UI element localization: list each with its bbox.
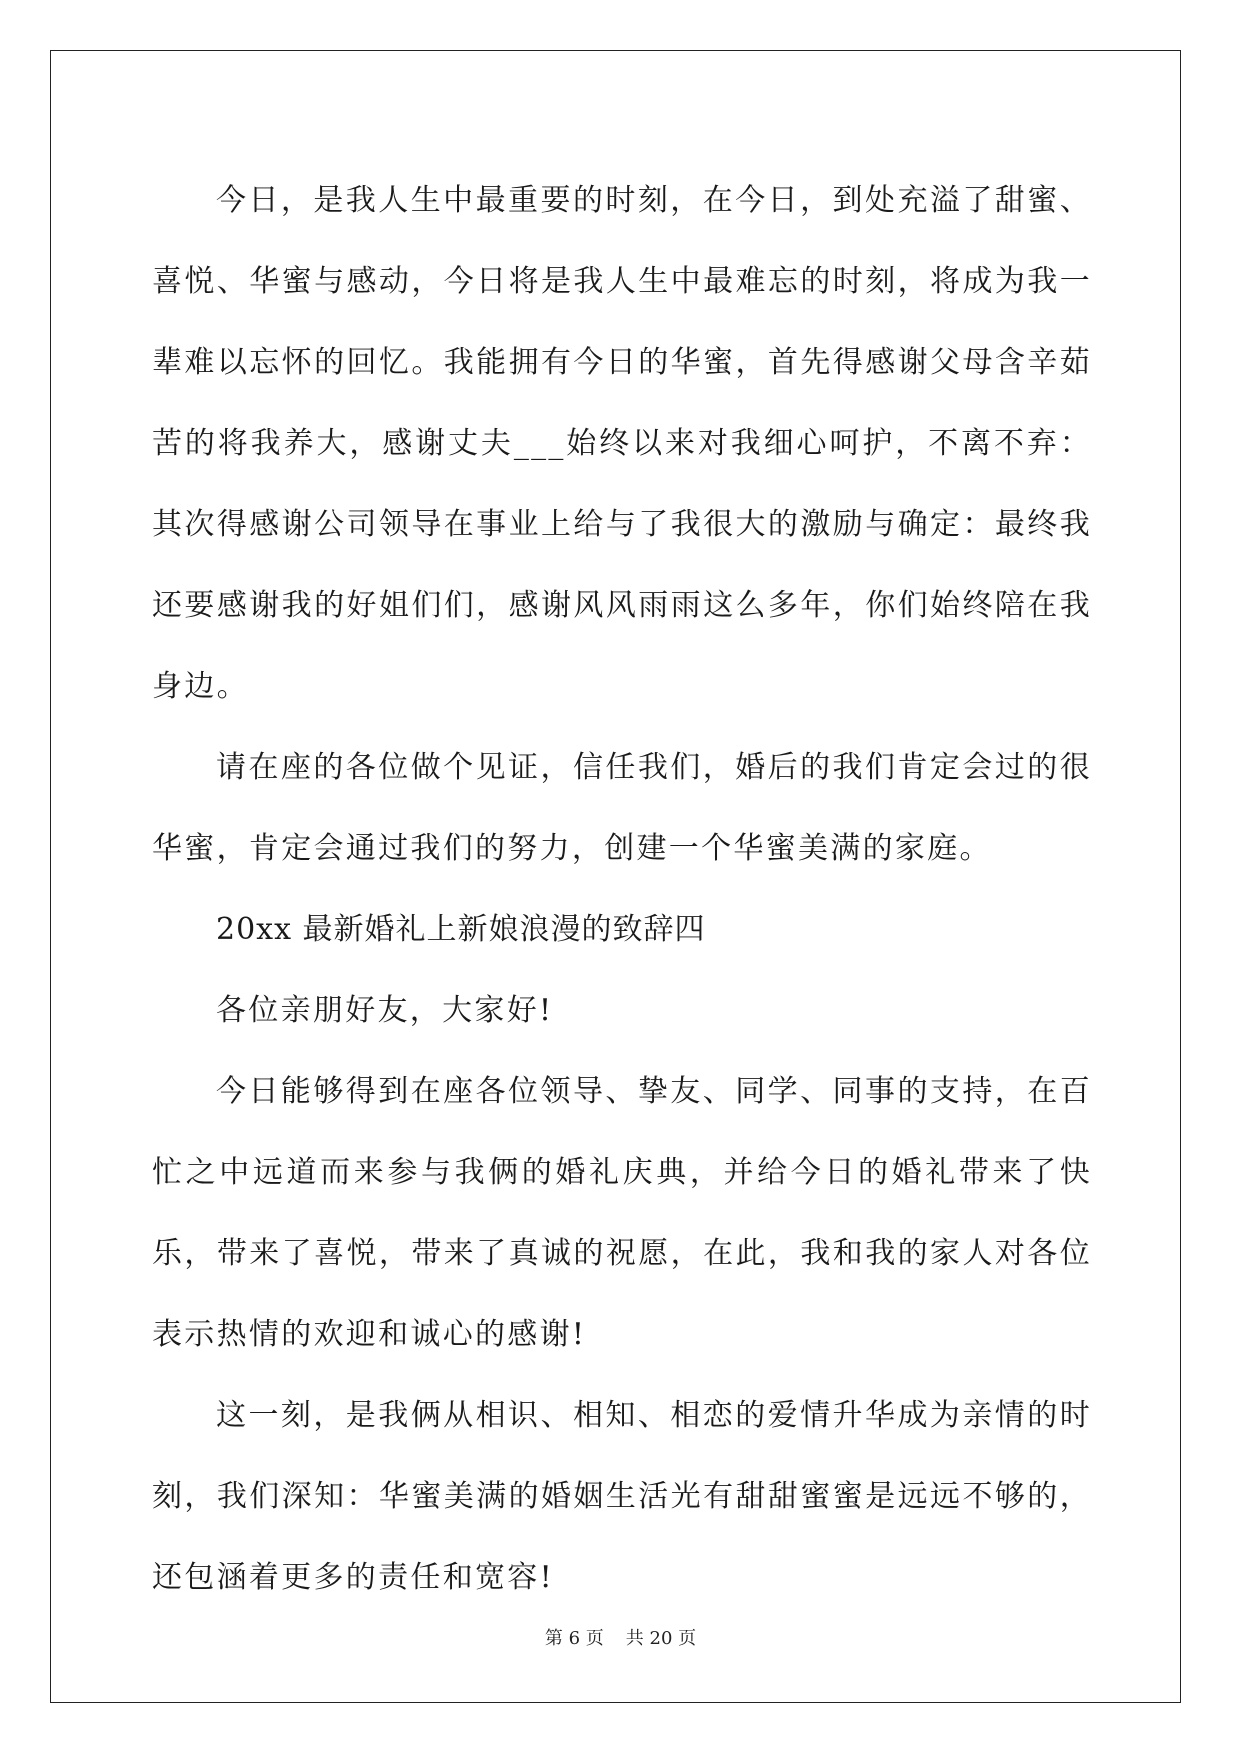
page-footer (0, 1624, 1241, 1650)
page-total: 共 20 页 (625, 1628, 697, 1649)
paragraph-greeting: 各位亲朋好友，大家好! (216, 993, 554, 1028)
section-heading: 20xx 最新婚礼上新娘浪漫的致辞四 (216, 912, 706, 947)
page-number: 第 6 页 (544, 1628, 604, 1649)
paragraph-witness: 请在座的各位做个见证，信任我们，婚后的我们肯定会过的很华蜜，肯定会通过我们的努力，创建一个华蜜美满的家庭。 (152, 750, 1092, 866)
document-body (152, 160, 1092, 1618)
paragraph-thanks: 今日，是我人生中最重要的时刻，在今日，到处充溢了甜蜜、喜悦、华蜜与感动，今日将是我人生中最难忘的时刻，将成为我一辈难以忘怀的回忆。我能拥有今日的华蜜，首先得感谢父母含辛茹苦的将我养大，感谢丈夫___始终以来对我细心呵护，不离不弃：其次得感谢公司领导在事业上给与了我很大的激励与确定：最终我还要感谢我的好姐们们，感谢风风雨雨这么多年，你们始终陪在我身边。 (152, 183, 1092, 704)
paragraph-welcome: 今日能够得到在座各位领导、挚友、同学、同事的支持，在百忙之中远道而来参与我俩的婚礼庆典，并给今日的婚礼带来了快乐，带来了喜悦，带来了真诚的祝愿，在此，我和我的家人对各位表示热情的欢迎和诚心的感谢! (152, 1074, 1092, 1352)
paragraph-moment: 这一刻，是我俩从相识、相知、相恋的爱情升华成为亲情的时刻，我们深知：华蜜美满的婚姻生活光有甜甜蜜蜜是远远不够的，还包涵着更多的责任和宽容! (152, 1398, 1092, 1595)
